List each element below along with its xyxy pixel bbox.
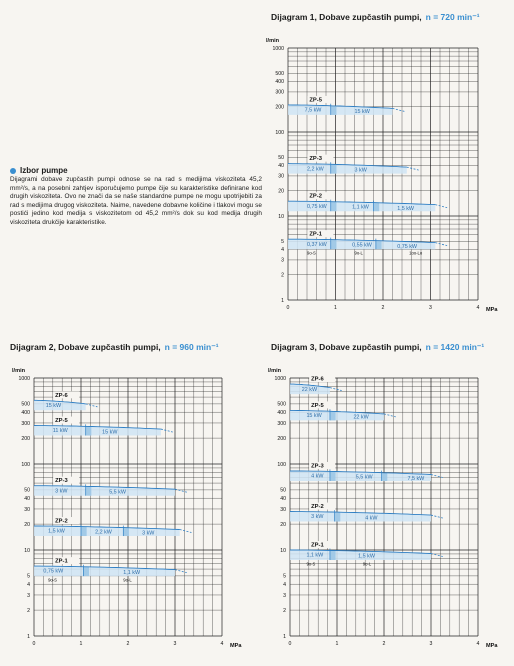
- motor-boundary-hatch: [123, 528, 129, 536]
- y-tick-label: 30: [278, 173, 284, 180]
- x-axis-label: MPa: [486, 307, 498, 313]
- chart-1: [260, 32, 510, 322]
- flow-curve-tail: [431, 474, 443, 477]
- series-zp-3: [288, 155, 419, 174]
- x-tick-label: 2: [381, 305, 385, 311]
- y-tick-label: 100: [275, 129, 284, 136]
- chart-1-speed: n = 720 min⁻¹: [425, 12, 480, 22]
- motor-power-label: 1,1 kW: [352, 204, 369, 211]
- y-axis-label: l/min: [268, 368, 282, 374]
- pump-label: ZP-1: [311, 542, 324, 549]
- frame-size-note: 1oo-Lo: [409, 250, 423, 256]
- motor-boundary-hatch: [335, 512, 341, 521]
- motor-boundary-hatch: [86, 426, 92, 435]
- chart-2-title-text: Dijagram 2, Dobave zupčastih pumpi,: [10, 342, 161, 352]
- motor-power-label: 15 kW: [45, 403, 62, 410]
- motor-power-label: 3 kW: [142, 530, 155, 537]
- y-tick-label: 3: [283, 592, 286, 599]
- motor-power-label: 0,75 kW: [307, 203, 327, 210]
- y-tick-label: 200: [21, 435, 30, 442]
- y-tick-label: 4: [281, 247, 284, 254]
- y-tick-label: 3: [281, 257, 284, 264]
- flow-curve-tail: [393, 108, 405, 111]
- flow-curve-tail: [384, 414, 396, 417]
- y-tick-label: 10: [24, 547, 30, 554]
- motor-power-label: 4 kW: [365, 515, 378, 522]
- flow-curve-tail: [435, 205, 447, 208]
- chart-2: [4, 362, 254, 657]
- motor-boundary-hatch: [331, 164, 337, 173]
- x-tick-label: 2: [126, 641, 130, 647]
- y-tick-label: 20: [278, 188, 284, 195]
- bullet-icon: [10, 168, 16, 174]
- x-tick-label: 3: [173, 641, 177, 647]
- flow-curve-tail: [407, 167, 419, 170]
- series-zp-1: [34, 557, 187, 583]
- y-tick-label: 10: [278, 213, 284, 220]
- motor-power-label: 1,5 kW: [358, 553, 375, 560]
- pump-label: ZP-2: [311, 504, 324, 511]
- motor-boundary-hatch: [330, 411, 336, 420]
- chart-2-title: [10, 342, 219, 353]
- series-zp-5: [288, 96, 404, 115]
- motor-power-label: 22 kW: [301, 387, 318, 394]
- motor-boundary-hatch: [376, 241, 382, 250]
- intro-heading-text: Izbor pumpe: [20, 166, 68, 175]
- pump-label: ZP-1: [55, 558, 68, 565]
- flow-curve-tail: [175, 489, 187, 492]
- series-zp-2: [34, 517, 191, 537]
- series-zp-3: [34, 477, 187, 496]
- x-tick-label: 1: [79, 641, 83, 647]
- chart-2-speed: n = 960 min⁻¹: [164, 342, 219, 352]
- x-tick-label: 3: [429, 641, 433, 647]
- motor-power-label: 5,5 kW: [355, 474, 373, 481]
- motor-power-label: 11 kW: [52, 428, 68, 435]
- motor-power-label: 1,5 kW: [397, 205, 415, 212]
- motor-boundary-hatch: [331, 240, 337, 250]
- y-tick-label: 500: [275, 71, 284, 78]
- series-zp-5: [34, 417, 173, 436]
- y-tick-label: 4: [283, 582, 286, 589]
- y-tick-label: 500: [277, 401, 286, 408]
- y-tick-label: 1: [283, 633, 286, 640]
- motor-boundary-hatch: [374, 203, 380, 212]
- series-zp-3: [290, 462, 443, 482]
- y-tick-label: 20: [280, 521, 286, 528]
- x-tick-label: 0: [286, 305, 290, 311]
- y-tick-label: 200: [277, 435, 286, 442]
- chart-3-title-text: Dijagram 3, Dobave zupčastih pumpi,: [271, 342, 422, 352]
- chart-3-speed: n = 1420 min⁻¹: [425, 342, 485, 352]
- chart-1-title: [271, 12, 480, 23]
- chart-1-title-text: Dijagram 1, Dobave zupčastih pumpi,: [271, 12, 422, 22]
- motor-boundary-hatch: [83, 567, 89, 576]
- y-tick-label: 50: [280, 487, 286, 494]
- pump-label: ZP-3: [55, 478, 68, 485]
- motor-power-label: 3 kW: [354, 167, 367, 174]
- motor-power-label: 15 kW: [102, 429, 118, 436]
- motor-power-label: 0,75 kW: [397, 243, 418, 250]
- y-tick-label: 30: [24, 506, 30, 513]
- motor-power-label: 0,75 kW: [43, 568, 64, 575]
- motor-boundary-hatch: [330, 471, 336, 481]
- motor-power-label: 7,5 kW: [407, 476, 425, 483]
- motor-power-label: 15 kW: [306, 413, 322, 420]
- series-zp-2: [288, 192, 447, 212]
- y-tick-label: 100: [21, 461, 30, 468]
- x-tick-label: 4: [476, 641, 480, 647]
- y-tick-label: 5: [281, 239, 284, 246]
- frame-size-note: 9o-L: [123, 577, 132, 583]
- y-tick-label: 30: [280, 506, 286, 513]
- y-tick-label: 1: [281, 297, 284, 304]
- frame-size-note: 9o-L: [354, 250, 363, 256]
- pump-label: ZP-5: [55, 418, 68, 425]
- y-tick-label: 400: [277, 410, 286, 417]
- y-tick-label: 300: [277, 420, 286, 427]
- x-axis-label: MPa: [486, 643, 498, 649]
- pump-label: ZP-6: [55, 392, 68, 399]
- frame-size-note: 9o-S: [306, 561, 316, 567]
- series-zp-5: [290, 401, 396, 420]
- y-tick-label: 400: [21, 410, 30, 417]
- y-tick-label: 40: [278, 163, 284, 170]
- frame-size-note: 9o-L: [362, 561, 372, 567]
- y-tick-label: 1000: [272, 45, 284, 52]
- pump-label: ZP-2: [309, 193, 322, 200]
- y-tick-label: 20: [24, 521, 30, 528]
- motor-power-label: 4 kW: [311, 473, 324, 480]
- y-tick-label: 50: [24, 487, 30, 494]
- pump-label: ZP-2: [55, 518, 68, 525]
- y-tick-label: 1: [27, 633, 30, 640]
- x-axis-label: MPa: [230, 643, 242, 649]
- x-tick-label: 1: [335, 641, 339, 647]
- y-tick-label: 2: [283, 607, 286, 614]
- y-axis-label: l/min: [12, 368, 26, 374]
- y-tick-label: 200: [275, 104, 284, 111]
- pump-label: ZP-6: [311, 376, 324, 383]
- intro-heading: [10, 166, 262, 175]
- y-tick-label: 2: [27, 607, 30, 614]
- frame-size-note: 9o-S: [307, 250, 316, 256]
- series-zp-2: [290, 503, 443, 522]
- motor-power-label: 22 kW: [353, 414, 369, 421]
- flow-curve-tail: [86, 404, 98, 407]
- intro-paragraph: Dijagrami dobave zupčastih pumpi odnose se na rad s medijima viskoziteta 45,2 mm²/s, a na posebni zahtjev isporučujemo pumpe čije su karakteristike definirane kod drugih viskoziteta. Ovo ne znači da se naše standardne pumpe ne mogu upotrijebiti za rad s medijima drugog viskoziteta. Naime, navedene dobavne količine i tlakovi mogu se postići jedino kod medija s viskozitetom od 45,2 mm²/s dok su kod medija drugih viskoziteta drukčije karakteristike.: [10, 176, 262, 226]
- motor-power-label: 3 kW: [311, 514, 324, 521]
- flow-curve-tail: [330, 388, 342, 391]
- intro-section: [10, 166, 262, 228]
- pump-label: ZP-3: [309, 156, 322, 163]
- motor-power-label: 1,1 kW: [306, 552, 324, 559]
- y-tick-label: 40: [24, 496, 30, 503]
- motor-boundary-hatch: [86, 486, 92, 495]
- flow-curve-tail: [431, 515, 443, 518]
- x-tick-label: 0: [32, 641, 36, 647]
- flow-curve-tail: [180, 530, 192, 533]
- y-tick-label: 5: [27, 573, 30, 580]
- motor-power-label: 2,2 kW: [307, 166, 324, 173]
- pump-label: ZP-3: [311, 463, 324, 470]
- x-tick-label: 1: [334, 305, 337, 311]
- y-tick-label: 4: [27, 582, 30, 589]
- motor-boundary-hatch: [330, 550, 336, 560]
- y-tick-label: 10: [280, 547, 286, 554]
- flow-curve-tail: [161, 429, 173, 432]
- x-tick-label: 2: [382, 641, 386, 647]
- pump-label: ZP-5: [311, 402, 324, 409]
- x-tick-label: 4: [220, 641, 224, 647]
- frame-size-note: 9o-S: [48, 577, 57, 583]
- y-tick-label: 1000: [18, 375, 30, 382]
- motor-boundary-hatch: [382, 473, 388, 481]
- motor-power-label: 15 kW: [354, 109, 370, 116]
- motor-power-label: 0,37 kW: [307, 241, 327, 248]
- flow-curve-tail: [175, 570, 187, 573]
- series-zp-1: [290, 541, 443, 567]
- y-tick-label: 500: [21, 401, 30, 408]
- y-tick-label: 2: [281, 272, 284, 279]
- motor-power-label: 2,2 kW: [95, 529, 112, 536]
- series-zp-1: [288, 230, 447, 256]
- grid: [288, 48, 478, 300]
- x-tick-label: 0: [288, 641, 292, 647]
- x-tick-label: 4: [476, 305, 480, 311]
- chart-3-title: [271, 342, 484, 353]
- motor-boundary-hatch: [331, 106, 337, 115]
- motor-boundary-hatch: [81, 527, 87, 536]
- y-tick-label: 300: [21, 420, 30, 427]
- y-tick-label: 100: [277, 461, 286, 468]
- x-tick-label: 3: [429, 305, 432, 311]
- motor-power-label: 1,5 kW: [48, 528, 65, 535]
- y-tick-label: 400: [275, 79, 284, 86]
- y-tick-label: 1000: [274, 375, 286, 382]
- pump-label: ZP-1: [309, 231, 322, 238]
- y-tick-label: 5: [283, 573, 286, 580]
- y-tick-label: 3: [27, 592, 30, 599]
- motor-boundary-hatch: [331, 202, 337, 212]
- y-axis-label: l/min: [266, 38, 280, 44]
- y-tick-label: 40: [280, 496, 286, 503]
- chart-3: [260, 362, 510, 657]
- motor-power-label: 7,5 kW: [304, 107, 322, 114]
- motor-power-label: 3 kW: [55, 488, 68, 495]
- motor-power-label: 0,55 kW: [352, 242, 372, 249]
- motor-power-label: 1,1 kW: [123, 570, 141, 577]
- pump-label: ZP-5: [309, 97, 322, 104]
- y-tick-label: 50: [278, 155, 284, 162]
- flow-curve-tail: [435, 243, 447, 246]
- y-tick-label: 300: [275, 89, 284, 96]
- motor-power-label: 5,5 kW: [109, 489, 126, 496]
